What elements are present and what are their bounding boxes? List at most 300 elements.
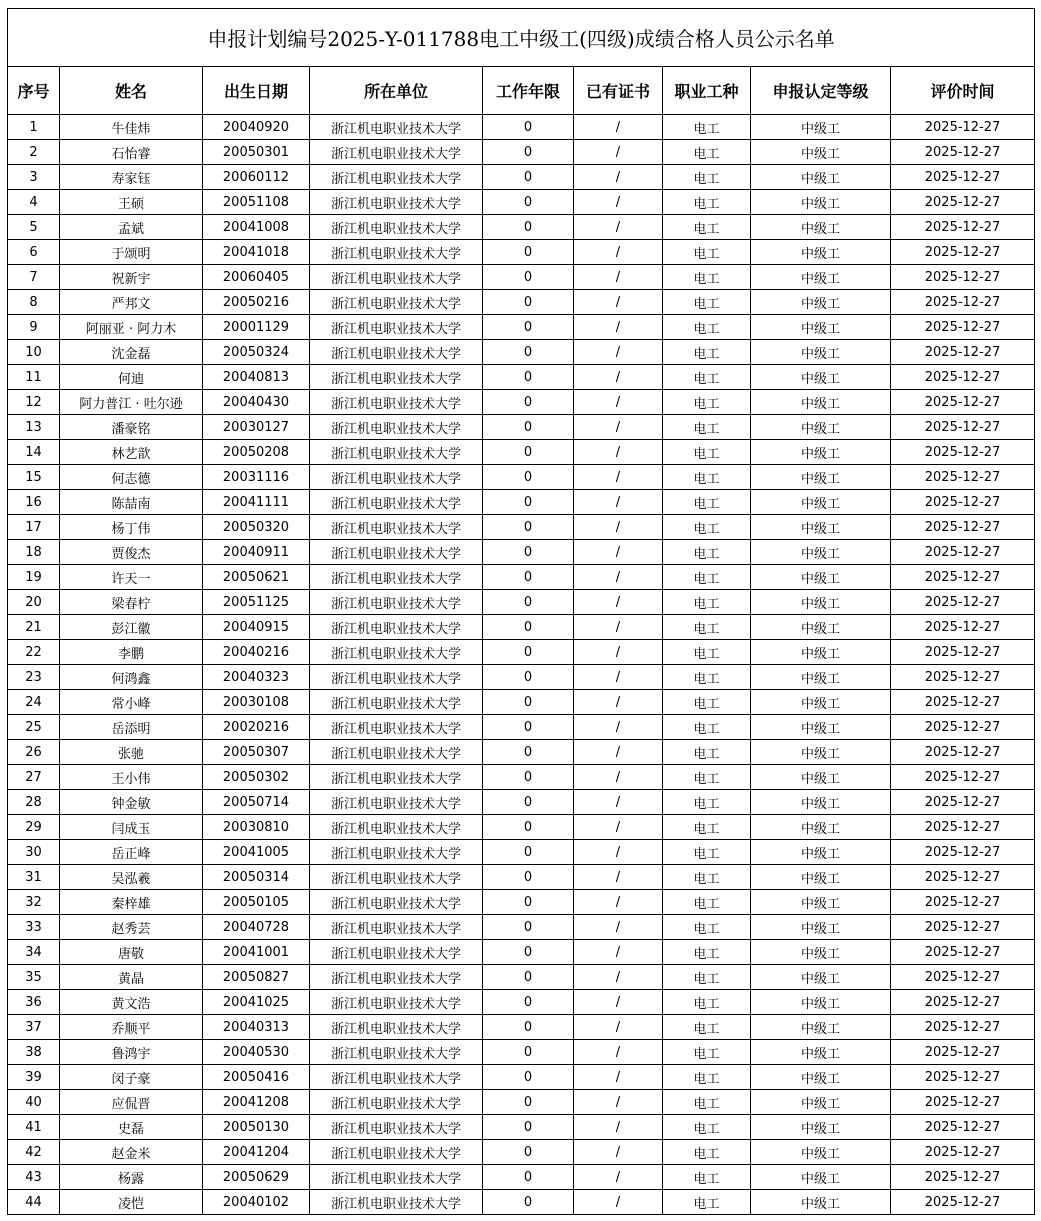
cell-occupation: 电工 — [663, 165, 751, 190]
cell-level: 中级工 — [751, 965, 891, 990]
cell-birthdate: 20050314 — [203, 865, 310, 890]
cell-birthdate: 20050307 — [203, 740, 310, 765]
table-row — [8, 165, 1035, 190]
cell-eval-date: 2025-12-27 — [891, 265, 1035, 290]
cell-birthdate: 20050416 — [203, 1065, 310, 1090]
cell-eval-date: 2025-12-27 — [891, 1115, 1035, 1140]
roster-sheet — [7, 8, 1034, 1215]
cell-certificate: / — [574, 665, 663, 690]
cell-occupation: 电工 — [663, 1140, 751, 1165]
cell-eval-date: 2025-12-27 — [891, 1015, 1035, 1040]
cell-occupation: 电工 — [663, 590, 751, 615]
cell-eval-date: 2025-12-27 — [891, 290, 1035, 315]
cell-eval-date: 2025-12-27 — [891, 190, 1035, 215]
cell-eval-date: 2025-12-27 — [891, 365, 1035, 390]
cell-name: 梁春柠 — [60, 590, 203, 615]
cell-work-years: 0 — [483, 240, 574, 265]
cell-unit: 浙江机电职业技术大学 — [310, 490, 483, 515]
table-row — [8, 590, 1035, 615]
cell-unit: 浙江机电职业技术大学 — [310, 1190, 483, 1215]
cell-serial: 11 — [8, 365, 60, 390]
cell-unit: 浙江机电职业技术大学 — [310, 1165, 483, 1190]
table-row — [8, 190, 1035, 215]
cell-occupation: 电工 — [663, 640, 751, 665]
cell-eval-date: 2025-12-27 — [891, 990, 1035, 1015]
cell-serial: 15 — [8, 465, 60, 490]
cell-name: 何志德 — [60, 465, 203, 490]
cell-serial: 1 — [8, 115, 60, 140]
cell-occupation: 电工 — [663, 865, 751, 890]
cell-level: 中级工 — [751, 715, 891, 740]
cell-eval-date: 2025-12-27 — [891, 340, 1035, 365]
cell-occupation: 电工 — [663, 265, 751, 290]
cell-unit: 浙江机电职业技术大学 — [310, 740, 483, 765]
table-row — [8, 1165, 1035, 1190]
table-row — [8, 240, 1035, 265]
cell-birthdate: 20050105 — [203, 890, 310, 915]
cell-name: 吴泓羲 — [60, 865, 203, 890]
cell-eval-date: 2025-12-27 — [891, 415, 1035, 440]
table-row — [8, 640, 1035, 665]
cell-work-years: 0 — [483, 515, 574, 540]
cell-occupation: 电工 — [663, 765, 751, 790]
cell-name: 赵秀芸 — [60, 915, 203, 940]
cell-occupation: 电工 — [663, 440, 751, 465]
cell-eval-date: 2025-12-27 — [891, 740, 1035, 765]
cell-serial: 36 — [8, 990, 60, 1015]
cell-certificate: / — [574, 140, 663, 165]
cell-level: 中级工 — [751, 415, 891, 440]
cell-birthdate: 20041018 — [203, 240, 310, 265]
cell-certificate: / — [574, 1190, 663, 1215]
cell-certificate: / — [574, 415, 663, 440]
cell-work-years: 0 — [483, 665, 574, 690]
cell-serial: 20 — [8, 590, 60, 615]
table-row — [8, 490, 1035, 515]
cell-serial: 13 — [8, 415, 60, 440]
cell-eval-date: 2025-12-27 — [891, 165, 1035, 190]
cell-level: 中级工 — [751, 215, 891, 240]
cell-eval-date: 2025-12-27 — [891, 1065, 1035, 1090]
cell-occupation: 电工 — [663, 240, 751, 265]
header-serial: 序号 — [8, 67, 60, 115]
cell-serial: 34 — [8, 940, 60, 965]
cell-unit: 浙江机电职业技术大学 — [310, 165, 483, 190]
cell-certificate: / — [574, 240, 663, 265]
cell-work-years: 0 — [483, 790, 574, 815]
cell-name: 史磊 — [60, 1115, 203, 1140]
cell-unit: 浙江机电职业技术大学 — [310, 665, 483, 690]
cell-level: 中级工 — [751, 940, 891, 965]
cell-name: 贾俊杰 — [60, 540, 203, 565]
cell-name: 沈金磊 — [60, 340, 203, 365]
cell-birthdate: 20001129 — [203, 315, 310, 340]
cell-unit: 浙江机电职业技术大学 — [310, 315, 483, 340]
cell-name: 何迪 — [60, 365, 203, 390]
cell-birthdate: 20020216 — [203, 715, 310, 740]
cell-birthdate: 20051108 — [203, 190, 310, 215]
cell-name: 潘豪铭 — [60, 415, 203, 440]
cell-level: 中级工 — [751, 915, 891, 940]
cell-certificate: / — [574, 290, 663, 315]
cell-certificate: / — [574, 965, 663, 990]
cell-eval-date: 2025-12-27 — [891, 790, 1035, 815]
cell-unit: 浙江机电职业技术大学 — [310, 365, 483, 390]
cell-work-years: 0 — [483, 940, 574, 965]
cell-work-years: 0 — [483, 190, 574, 215]
cell-work-years: 0 — [483, 740, 574, 765]
cell-eval-date: 2025-12-27 — [891, 1140, 1035, 1165]
cell-certificate: / — [574, 565, 663, 590]
cell-unit: 浙江机电职业技术大学 — [310, 965, 483, 990]
cell-work-years: 0 — [483, 315, 574, 340]
cell-name: 岳添明 — [60, 715, 203, 740]
cell-unit: 浙江机电职业技术大学 — [310, 140, 483, 165]
cell-work-years: 0 — [483, 565, 574, 590]
cell-level: 中级工 — [751, 690, 891, 715]
cell-serial: 27 — [8, 765, 60, 790]
cell-work-years: 0 — [483, 340, 574, 365]
table-row — [8, 890, 1035, 915]
cell-eval-date: 2025-12-27 — [891, 1165, 1035, 1190]
cell-birthdate: 20040530 — [203, 1040, 310, 1065]
cell-occupation: 电工 — [663, 1165, 751, 1190]
cell-name: 杨丁伟 — [60, 515, 203, 540]
cell-birthdate: 20030108 — [203, 690, 310, 715]
cell-occupation: 电工 — [663, 615, 751, 640]
cell-name: 王硕 — [60, 190, 203, 215]
cell-level: 中级工 — [751, 840, 891, 865]
table-row — [8, 790, 1035, 815]
cell-serial: 12 — [8, 390, 60, 415]
cell-occupation: 电工 — [663, 840, 751, 865]
cell-birthdate: 20041025 — [203, 990, 310, 1015]
cell-certificate: / — [574, 1140, 663, 1165]
cell-birthdate: 20050827 — [203, 965, 310, 990]
cell-unit: 浙江机电职业技术大学 — [310, 565, 483, 590]
cell-level: 中级工 — [751, 1065, 891, 1090]
cell-level: 中级工 — [751, 1090, 891, 1115]
cell-eval-date: 2025-12-27 — [891, 640, 1035, 665]
cell-work-years: 0 — [483, 365, 574, 390]
cell-name: 孟斌 — [60, 215, 203, 240]
cell-name: 李鹏 — [60, 640, 203, 665]
cell-birthdate: 20040216 — [203, 640, 310, 665]
cell-serial: 30 — [8, 840, 60, 865]
cell-occupation: 电工 — [663, 515, 751, 540]
cell-level: 中级工 — [751, 665, 891, 690]
cell-certificate: / — [574, 465, 663, 490]
cell-name: 张驰 — [60, 740, 203, 765]
cell-certificate: / — [574, 515, 663, 540]
cell-certificate: / — [574, 690, 663, 715]
table-row — [8, 265, 1035, 290]
cell-birthdate: 20040920 — [203, 115, 310, 140]
cell-unit: 浙江机电职业技术大学 — [310, 690, 483, 715]
cell-occupation: 电工 — [663, 940, 751, 965]
table-row — [8, 140, 1035, 165]
cell-birthdate: 20031116 — [203, 465, 310, 490]
cell-level: 中级工 — [751, 790, 891, 815]
cell-serial: 23 — [8, 665, 60, 690]
cell-certificate: / — [574, 940, 663, 965]
cell-occupation: 电工 — [663, 790, 751, 815]
cell-eval-date: 2025-12-27 — [891, 715, 1035, 740]
cell-birthdate: 20040102 — [203, 1190, 310, 1215]
cell-work-years: 0 — [483, 865, 574, 890]
cell-work-years: 0 — [483, 590, 574, 615]
cell-eval-date: 2025-12-27 — [891, 665, 1035, 690]
table-row — [8, 515, 1035, 540]
cell-eval-date: 2025-12-27 — [891, 865, 1035, 890]
cell-certificate: / — [574, 790, 663, 815]
table-row — [8, 1140, 1035, 1165]
cell-occupation: 电工 — [663, 340, 751, 365]
cell-work-years: 0 — [483, 215, 574, 240]
cell-occupation: 电工 — [663, 1115, 751, 1140]
cell-level: 中级工 — [751, 865, 891, 890]
cell-work-years: 0 — [483, 115, 574, 140]
header-unit: 所在单位 — [310, 67, 483, 115]
cell-occupation: 电工 — [663, 965, 751, 990]
table-row — [8, 415, 1035, 440]
cell-serial: 8 — [8, 290, 60, 315]
cell-work-years: 0 — [483, 1065, 574, 1090]
cell-eval-date: 2025-12-27 — [891, 515, 1035, 540]
cell-name: 牛佳炜 — [60, 115, 203, 140]
cell-level: 中级工 — [751, 265, 891, 290]
cell-eval-date: 2025-12-27 — [891, 565, 1035, 590]
cell-serial: 35 — [8, 965, 60, 990]
table-row — [8, 290, 1035, 315]
cell-birthdate: 20050301 — [203, 140, 310, 165]
cell-occupation: 电工 — [663, 915, 751, 940]
cell-level: 中级工 — [751, 190, 891, 215]
cell-birthdate: 20040728 — [203, 915, 310, 940]
cell-serial: 19 — [8, 565, 60, 590]
cell-level: 中级工 — [751, 1140, 891, 1165]
table-row — [8, 1065, 1035, 1090]
cell-name: 鲁鸿宇 — [60, 1040, 203, 1065]
cell-unit: 浙江机电职业技术大学 — [310, 990, 483, 1015]
cell-certificate: / — [574, 440, 663, 465]
cell-eval-date: 2025-12-27 — [891, 215, 1035, 240]
cell-level: 中级工 — [751, 1115, 891, 1140]
cell-serial: 7 — [8, 265, 60, 290]
cell-certificate: / — [574, 115, 663, 140]
cell-work-years: 0 — [483, 140, 574, 165]
table-row — [8, 465, 1035, 490]
cell-work-years: 0 — [483, 1015, 574, 1040]
cell-certificate: / — [574, 1065, 663, 1090]
table-row — [8, 215, 1035, 240]
cell-level: 中级工 — [751, 465, 891, 490]
cell-unit: 浙江机电职业技术大学 — [310, 890, 483, 915]
cell-name: 应侃晋 — [60, 1090, 203, 1115]
cell-work-years: 0 — [483, 615, 574, 640]
cell-occupation: 电工 — [663, 690, 751, 715]
cell-level: 中级工 — [751, 1165, 891, 1190]
cell-unit: 浙江机电职业技术大学 — [310, 840, 483, 865]
cell-level: 中级工 — [751, 815, 891, 840]
cell-work-years: 0 — [483, 890, 574, 915]
cell-unit: 浙江机电职业技术大学 — [310, 1040, 483, 1065]
cell-name: 钟金敏 — [60, 790, 203, 815]
cell-eval-date: 2025-12-27 — [891, 915, 1035, 940]
cell-serial: 44 — [8, 1190, 60, 1215]
cell-eval-date: 2025-12-27 — [891, 615, 1035, 640]
cell-serial: 2 — [8, 140, 60, 165]
cell-work-years: 0 — [483, 815, 574, 840]
cell-name: 赵金米 — [60, 1140, 203, 1165]
cell-level: 中级工 — [751, 165, 891, 190]
cell-birthdate: 20041208 — [203, 1090, 310, 1115]
cell-certificate: / — [574, 1115, 663, 1140]
cell-name: 杨露 — [60, 1165, 203, 1190]
table-row — [8, 315, 1035, 340]
cell-level: 中级工 — [751, 140, 891, 165]
cell-unit: 浙江机电职业技术大学 — [310, 915, 483, 940]
cell-level: 中级工 — [751, 565, 891, 590]
cell-level: 中级工 — [751, 615, 891, 640]
cell-occupation: 电工 — [663, 290, 751, 315]
cell-occupation: 电工 — [663, 415, 751, 440]
cell-birthdate: 20030810 — [203, 815, 310, 840]
cell-name: 石怡睿 — [60, 140, 203, 165]
cell-level: 中级工 — [751, 590, 891, 615]
cell-birthdate: 20060405 — [203, 265, 310, 290]
table-row — [8, 440, 1035, 465]
cell-level: 中级工 — [751, 515, 891, 540]
cell-serial: 28 — [8, 790, 60, 815]
cell-serial: 40 — [8, 1090, 60, 1115]
cell-occupation: 电工 — [663, 190, 751, 215]
cell-occupation: 电工 — [663, 540, 751, 565]
cell-work-years: 0 — [483, 440, 574, 465]
cell-eval-date: 2025-12-27 — [891, 240, 1035, 265]
cell-occupation: 电工 — [663, 315, 751, 340]
cell-occupation: 电工 — [663, 115, 751, 140]
cell-birthdate: 20050320 — [203, 515, 310, 540]
cell-occupation: 电工 — [663, 215, 751, 240]
cell-eval-date: 2025-12-27 — [891, 815, 1035, 840]
cell-level: 中级工 — [751, 340, 891, 365]
cell-occupation: 电工 — [663, 1065, 751, 1090]
cell-name: 祝新宇 — [60, 265, 203, 290]
cell-birthdate: 20040813 — [203, 365, 310, 390]
cell-certificate: / — [574, 165, 663, 190]
cell-occupation: 电工 — [663, 1190, 751, 1215]
cell-eval-date: 2025-12-27 — [891, 890, 1035, 915]
cell-certificate: / — [574, 1015, 663, 1040]
cell-eval-date: 2025-12-27 — [891, 540, 1035, 565]
cell-certificate: / — [574, 715, 663, 740]
cell-occupation: 电工 — [663, 490, 751, 515]
cell-serial: 37 — [8, 1015, 60, 1040]
cell-unit: 浙江机电职业技术大学 — [310, 240, 483, 265]
cell-unit: 浙江机电职业技术大学 — [310, 540, 483, 565]
cell-serial: 42 — [8, 1140, 60, 1165]
cell-serial: 25 — [8, 715, 60, 740]
cell-level: 中级工 — [751, 315, 891, 340]
table-row — [8, 365, 1035, 390]
cell-eval-date: 2025-12-27 — [891, 140, 1035, 165]
header-occupation: 职业工种 — [663, 67, 751, 115]
cell-birthdate: 20040911 — [203, 540, 310, 565]
cell-certificate: / — [574, 1040, 663, 1065]
cell-unit: 浙江机电职业技术大学 — [310, 265, 483, 290]
cell-birthdate: 20041111 — [203, 490, 310, 515]
table-row — [8, 540, 1035, 565]
cell-level: 中级工 — [751, 990, 891, 1015]
cell-eval-date: 2025-12-27 — [891, 940, 1035, 965]
cell-serial: 5 — [8, 215, 60, 240]
table-row — [8, 1015, 1035, 1040]
table-row — [8, 815, 1035, 840]
cell-certificate: / — [574, 590, 663, 615]
cell-name: 寿家钰 — [60, 165, 203, 190]
cell-certificate: / — [574, 615, 663, 640]
cell-name: 闵子豪 — [60, 1065, 203, 1090]
cell-serial: 14 — [8, 440, 60, 465]
cell-level: 中级工 — [751, 490, 891, 515]
table-row — [8, 865, 1035, 890]
cell-certificate: / — [574, 340, 663, 365]
cell-birthdate: 20050629 — [203, 1165, 310, 1190]
cell-birthdate: 20050216 — [203, 290, 310, 315]
cell-serial: 3 — [8, 165, 60, 190]
cell-unit: 浙江机电职业技术大学 — [310, 640, 483, 665]
cell-work-years: 0 — [483, 1115, 574, 1140]
cell-name: 阿丽亚 · 阿力木 — [60, 315, 203, 340]
cell-level: 中级工 — [751, 1015, 891, 1040]
cell-birthdate: 20051125 — [203, 590, 310, 615]
cell-serial: 33 — [8, 915, 60, 940]
cell-birthdate: 20050324 — [203, 340, 310, 365]
header-eval-date: 评价时间 — [891, 67, 1035, 115]
cell-name: 林艺歆 — [60, 440, 203, 465]
table-row — [8, 965, 1035, 990]
cell-occupation: 电工 — [663, 815, 751, 840]
table-row — [8, 765, 1035, 790]
cell-occupation: 电工 — [663, 465, 751, 490]
cell-work-years: 0 — [483, 465, 574, 490]
cell-occupation: 电工 — [663, 365, 751, 390]
cell-certificate: / — [574, 640, 663, 665]
cell-name: 黄文浩 — [60, 990, 203, 1015]
cell-name: 于颂明 — [60, 240, 203, 265]
table-row — [8, 115, 1035, 140]
cell-serial: 18 — [8, 540, 60, 565]
cell-level: 中级工 — [751, 890, 891, 915]
cell-unit: 浙江机电职业技术大学 — [310, 865, 483, 890]
cell-birthdate: 20040323 — [203, 665, 310, 690]
cell-work-years: 0 — [483, 265, 574, 290]
cell-occupation: 电工 — [663, 990, 751, 1015]
cell-level: 中级工 — [751, 290, 891, 315]
cell-name: 黄晶 — [60, 965, 203, 990]
cell-eval-date: 2025-12-27 — [891, 490, 1035, 515]
cell-birthdate: 20060112 — [203, 165, 310, 190]
cell-eval-date: 2025-12-27 — [891, 440, 1035, 465]
cell-occupation: 电工 — [663, 1015, 751, 1040]
cell-certificate: / — [574, 740, 663, 765]
cell-serial: 31 — [8, 865, 60, 890]
cell-certificate: / — [574, 865, 663, 890]
cell-birthdate: 20050714 — [203, 790, 310, 815]
cell-occupation: 电工 — [663, 565, 751, 590]
cell-work-years: 0 — [483, 415, 574, 440]
